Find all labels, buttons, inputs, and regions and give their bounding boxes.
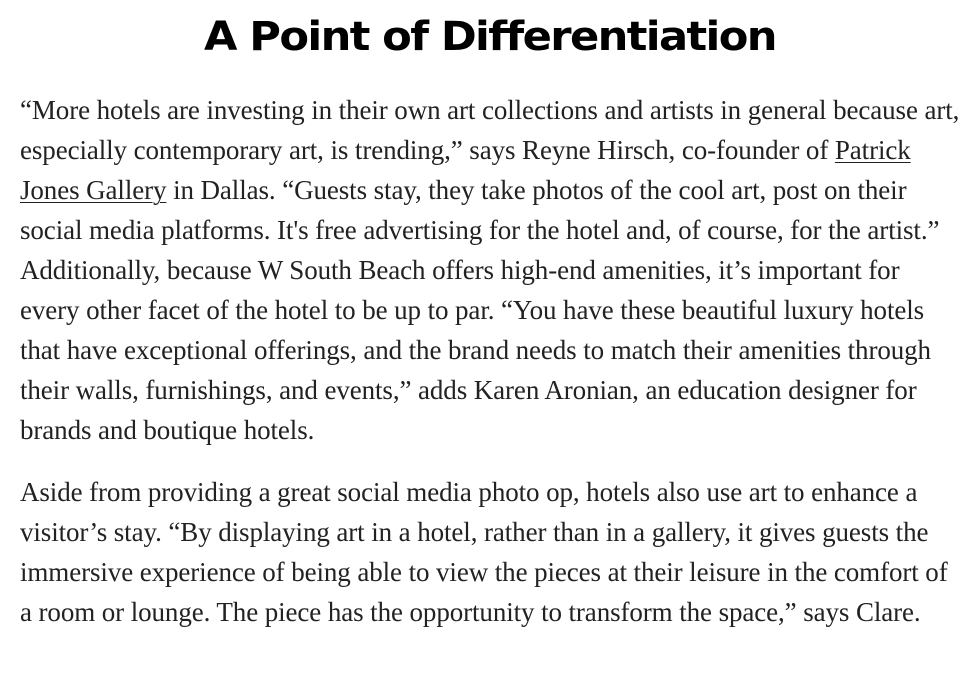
paragraph-1-text-before-link: “More hotels are investing in their own art collections and artists in general because art, especially contemporary art, is trending,” says Reyne Hirsch, co-founder of bbox=[20, 95, 960, 165]
section-heading: A Point of Differentiation bbox=[204, 14, 776, 60]
paragraph-1-text-after-link: in Dallas. “Guests stay, they take photos of the cool art, post on their social media platforms. It's free advertising for the hotel and, of course, for the artist.” Additionally, because W South Beach offers high-end amenities, it’s important for every other facet of the hotel to be up to par. “You have these beautiful luxury hotels that have exceptional offerings, and the brand needs to match their amenities through their walls, furnishings, and events,” adds Karen Aronian, an education designer for brands and boutique hotels. bbox=[20, 175, 940, 445]
paragraph-1 bbox=[20, 90, 965, 450]
paragraph-2: Aside from providing a great social media photo op, hotels also use art to enhance a visitor’s stay. “By displaying art in a hotel, rather than in a gallery, it gives guests the immersive experience of being able to view the pieces at their leisure in the comfort of a room or lounge. The piece has the opportunity to transform the space,” says Clare. bbox=[20, 477, 948, 627]
article-body bbox=[20, 90, 965, 654]
patrick-jones-gallery-link[interactable]: Patrick Jones Gallery bbox=[20, 135, 911, 205]
